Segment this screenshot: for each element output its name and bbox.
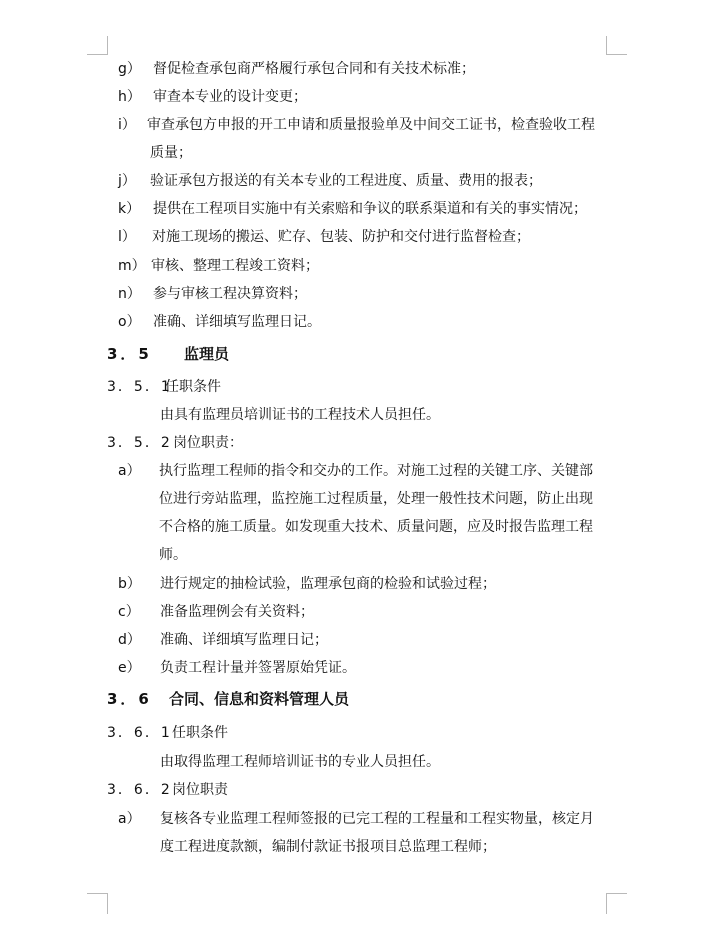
list-item-text: 提供在工程项目实施中有关索赔和争议的联系渠道和有关的事实情况； [153, 201, 587, 217]
list-item-label: i） [118, 117, 136, 133]
list-item-text: 复核各专业监理工程师签报的已完工程的工程量和工程实物量，核定月 [160, 811, 594, 827]
list-item-text: 验证承包方报送的有关本专业的工程进度、质量、费用的报表； [150, 173, 542, 189]
list-item-label: a） [118, 811, 141, 827]
crop-mark-bottom-left [87, 893, 108, 914]
list-item-label: h） [118, 89, 141, 105]
paragraph-text: 由取得监理工程师培训证书的专业人员担任。 [160, 754, 440, 770]
subsection-number: 3．5．2 [107, 435, 172, 451]
list-item-text: 师。 [159, 547, 187, 563]
list-item-text: 位进行旁站监理，监控施工过程质量，处理一般性技术问题，防止出现 [159, 491, 593, 507]
crop-mark-top-left [87, 36, 108, 55]
list-item-label: c） [118, 604, 140, 620]
list-item-text: 进行规定的抽检试验，监理承包商的检验和试验过程； [160, 576, 496, 592]
list-item-text: 对施工现场的搬运、贮存、包装、防护和交付进行监督检查； [152, 229, 530, 245]
list-item-label: m） [118, 258, 146, 274]
list-item-label: e） [118, 660, 141, 676]
list-item-text: 准确、详细填写监理日记； [160, 632, 328, 648]
crop-mark-top-right [606, 36, 627, 55]
list-item-text: 准确、详细填写监理日记。 [153, 314, 321, 330]
list-item-text: 负责工程计量并签署原始凭证。 [160, 660, 356, 676]
subsection-number: 3．5．1 [107, 379, 172, 395]
subsection-title: 岗位职责 [172, 782, 228, 798]
list-item-label: j） [118, 173, 136, 189]
list-item-text: 准备监理例会有关资料； [160, 604, 314, 620]
section-number: 3．6 [107, 690, 152, 708]
list-item-label: k） [118, 201, 141, 217]
crop-mark-bottom-right [606, 893, 627, 914]
list-item-label: o） [118, 314, 141, 330]
section-title: 监理员 [184, 345, 230, 363]
paragraph-text: 由具有监理员培训证书的工程技术人员担任。 [160, 407, 440, 423]
list-item-text: 审查本专业的设计变更； [153, 89, 307, 105]
list-item-text: 督促检查承包商严格履行承包合同和有关技术标准； [153, 61, 475, 77]
subsection-title: 任职条件 [172, 725, 228, 741]
list-item-text: 不合格的施工质量。如发现重大技术、质量问题，应及时报告监理工程 [159, 519, 593, 535]
list-item-text: 审查承包方申报的开工申请和质量报验单及中间交工证书，检查验收工程 [147, 117, 595, 133]
subsection-number: 3．6．2 [107, 782, 172, 798]
list-item-label: a） [118, 463, 141, 479]
list-item-label: g） [118, 61, 141, 77]
list-item-text: 质量； [150, 145, 192, 161]
list-item-label: l） [118, 229, 136, 245]
list-item-text: 度工程进度款额，编制付款证书报项目总监理工程师； [160, 839, 496, 855]
section-number: 3．5 [107, 345, 152, 363]
list-item-label: n） [118, 286, 141, 302]
subsection-number: 3．6．1 [107, 725, 172, 741]
subsection-title: 岗位职责： [173, 435, 243, 451]
list-item-text: 审核、整理工程竣工资料； [151, 258, 319, 274]
list-item-text: 执行监理工程师的指令和交办的工作。对施工过程的关键工序、关键部 [159, 463, 593, 479]
list-item-label: d） [118, 632, 141, 648]
list-item-text: 参与审核工程决算资料； [153, 286, 307, 302]
subsection-title: 任职条件 [165, 379, 221, 395]
section-title: 合同、信息和资料管理人员 [169, 690, 350, 708]
list-item-label: b） [118, 576, 141, 592]
